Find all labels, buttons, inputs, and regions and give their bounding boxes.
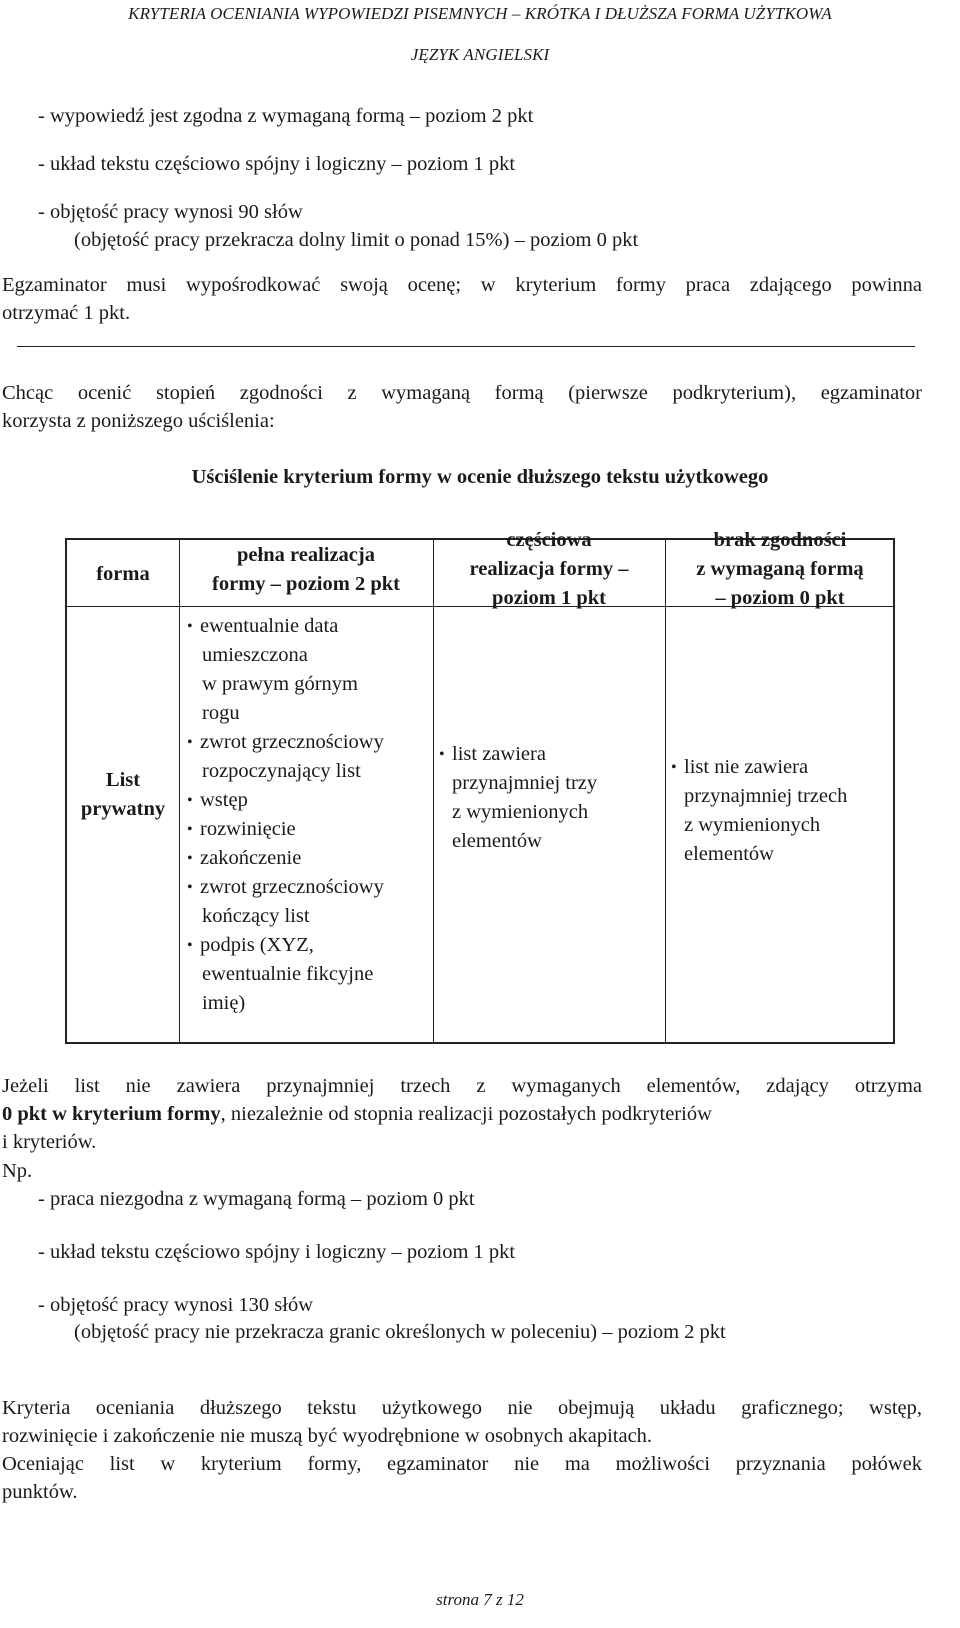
none-line: przynajmniej trzech: [684, 785, 848, 807]
example2-item2: - układ tekstu częściowo spójny i logiczny – poziom 1 pkt: [38, 1241, 516, 1263]
document-header-subtitle: JĘZYK ANGIELSKI: [410, 45, 550, 64]
table-col-divider: [179, 540, 180, 1042]
rule-bold-phrase: 0 pkt w kryterium formy: [2, 1103, 221, 1125]
list-item: [187, 728, 384, 786]
partial-line: przynajmniej trzy: [452, 772, 598, 794]
intro-line1: Chcąc ocenić stopień zgodności z wymaganą formą (pierwsze podkryterium), egzaminator: [2, 382, 922, 404]
cell-partial-realization: [439, 740, 598, 856]
header-forma: forma: [96, 563, 150, 585]
rule-line2: [2, 1101, 922, 1127]
form-criteria-table: [65, 529, 895, 1044]
example2-label: Np.: [2, 1160, 33, 1182]
header-no-compliance: [665, 526, 895, 613]
separator-rule: [17, 346, 915, 347]
example1-item3-line1: - objętość pracy wynosi 90 słów: [38, 201, 303, 223]
header-full-line: formy – poziom 2 pkt: [212, 573, 400, 595]
list-item: [187, 931, 384, 1018]
example2-item3-line2: (objętość pracy nie przekracza granic określonych w poleceniu) – poziom 2 pkt: [74, 1321, 726, 1343]
rule-rest: , niezależnie od stopnia realizacji pozostałych podkryteriów: [220, 1103, 712, 1125]
header-full-realization: [179, 541, 433, 599]
list-item-line: kończący list: [202, 905, 310, 927]
list-item-line: ewentualnie data: [200, 615, 339, 637]
list-item-line: rogu: [202, 702, 240, 724]
list-item: [187, 786, 384, 815]
example1-item2: - układ tekstu częściowo spójny i logiczny – poziom 1 pkt: [38, 153, 516, 175]
none-line: list nie zawiera: [684, 756, 809, 778]
list-item-line: zwrot grzecznościowy: [200, 731, 384, 753]
partial-line: list zawiera: [452, 743, 546, 765]
header-partial-line: poziom 1 pkt: [492, 587, 606, 609]
cell-full-realization-list: [187, 612, 384, 1018]
list-item: [187, 873, 384, 931]
bullet-icon: •: [439, 746, 445, 763]
cell-no-compliance: [671, 753, 848, 869]
example1-item1: - wypowiedź jest zgodna z wymaganą formą – poziom 2 pkt: [38, 105, 534, 127]
rule-line3: i kryteriów.: [2, 1131, 97, 1153]
list-item: [187, 844, 384, 873]
bullet-icon: •: [187, 937, 193, 954]
header-partial-line: częściowa: [506, 529, 592, 551]
cell-form-type: [67, 766, 179, 824]
closing-line3: Oceniając list w kryterium formy, egzaminator nie ma możliwości przyznania połówek: [2, 1453, 922, 1475]
list-item-line: umieszczona: [202, 644, 308, 666]
bullet-icon: •: [187, 879, 193, 896]
header-none-line: z wymaganą formą: [696, 558, 864, 580]
form-type-line: List: [105, 769, 141, 791]
header-partial-line: realizacja formy –: [469, 558, 629, 580]
list-item-line: w prawym górnym: [202, 673, 359, 695]
closing-line4: punktów.: [2, 1481, 78, 1503]
document-header-title: KRYTERIA OCENIANIA WYPOWIEDZI PISEMNYCH – KRÓTKA I DŁUŻSZA FORMA UŻYTKOWA: [128, 4, 832, 23]
list-item-line: rozpoczynający list: [202, 760, 361, 782]
closing-line2: rozwinięcie i zakończenie nie muszą być wyodrębnione w osobnych akapitach.: [2, 1425, 653, 1447]
table-col-divider: [433, 540, 434, 1042]
partial-line: z wymienionych: [452, 801, 589, 823]
header-none-line: – poziom 0 pkt: [715, 587, 845, 609]
intro-line2: korzysta z poniższego uściślenia:: [2, 410, 275, 432]
partial-line: elementów: [452, 830, 542, 852]
none-line: elementów: [684, 843, 774, 865]
header-partial-realization: [433, 526, 665, 613]
header-none-line: brak zgodności: [713, 529, 847, 551]
bullet-icon: •: [187, 792, 193, 809]
list-item-line: zakończenie: [200, 847, 302, 869]
list-item: [187, 815, 384, 844]
list-item-line: podpis (XYZ,: [200, 934, 314, 956]
list-item-line: ewentualnie fikcyjne: [202, 963, 374, 985]
example1-note-line1: Egzaminator musi wypośrodkować swoją ocenę; w kryterium formy praca zdającego powinna: [2, 274, 922, 296]
bullet-icon: •: [671, 759, 677, 776]
table-title: Uściślenie kryterium formy w ocenie dłuższego tekstu użytkowego: [191, 466, 769, 488]
form-type-line: prywatny: [80, 798, 166, 820]
none-line: z wymienionych: [684, 814, 821, 836]
header-full-line: pełna realizacja: [237, 544, 375, 566]
list-item-line: zwrot grzecznościowy: [200, 876, 384, 898]
bullet-icon: •: [187, 821, 193, 838]
example1-note-line2: otrzymać 1 pkt.: [2, 302, 131, 324]
list-item-line: imię): [202, 992, 246, 1014]
page-number: strona 7 z 12: [436, 1590, 524, 1609]
rule-line1: Jeżeli list nie zawiera przynajmniej trzech z wymaganych elementów, zdający otrzyma: [2, 1075, 922, 1097]
bullet-icon: •: [187, 734, 193, 751]
list-item: [187, 612, 384, 728]
list-item-line: rozwinięcie: [200, 818, 296, 840]
table-col-divider: [665, 540, 666, 1042]
example1-item3-line2: (objętość pracy przekracza dolny limit o ponad 15%) – poziom 0 pkt: [74, 229, 639, 251]
list-item-line: wstęp: [200, 789, 248, 811]
example2-item1: - praca niezgodna z wymaganą formą – poziom 0 pkt: [38, 1188, 475, 1210]
closing-line1: Kryteria oceniania dłuższego tekstu użytkowego nie obejmują układu graficznego; wstęp,: [2, 1397, 922, 1419]
bullet-icon: •: [187, 618, 193, 635]
bullet-icon: •: [187, 850, 193, 867]
example2-item3-line1: - objętość pracy wynosi 130 słów: [38, 1294, 313, 1316]
